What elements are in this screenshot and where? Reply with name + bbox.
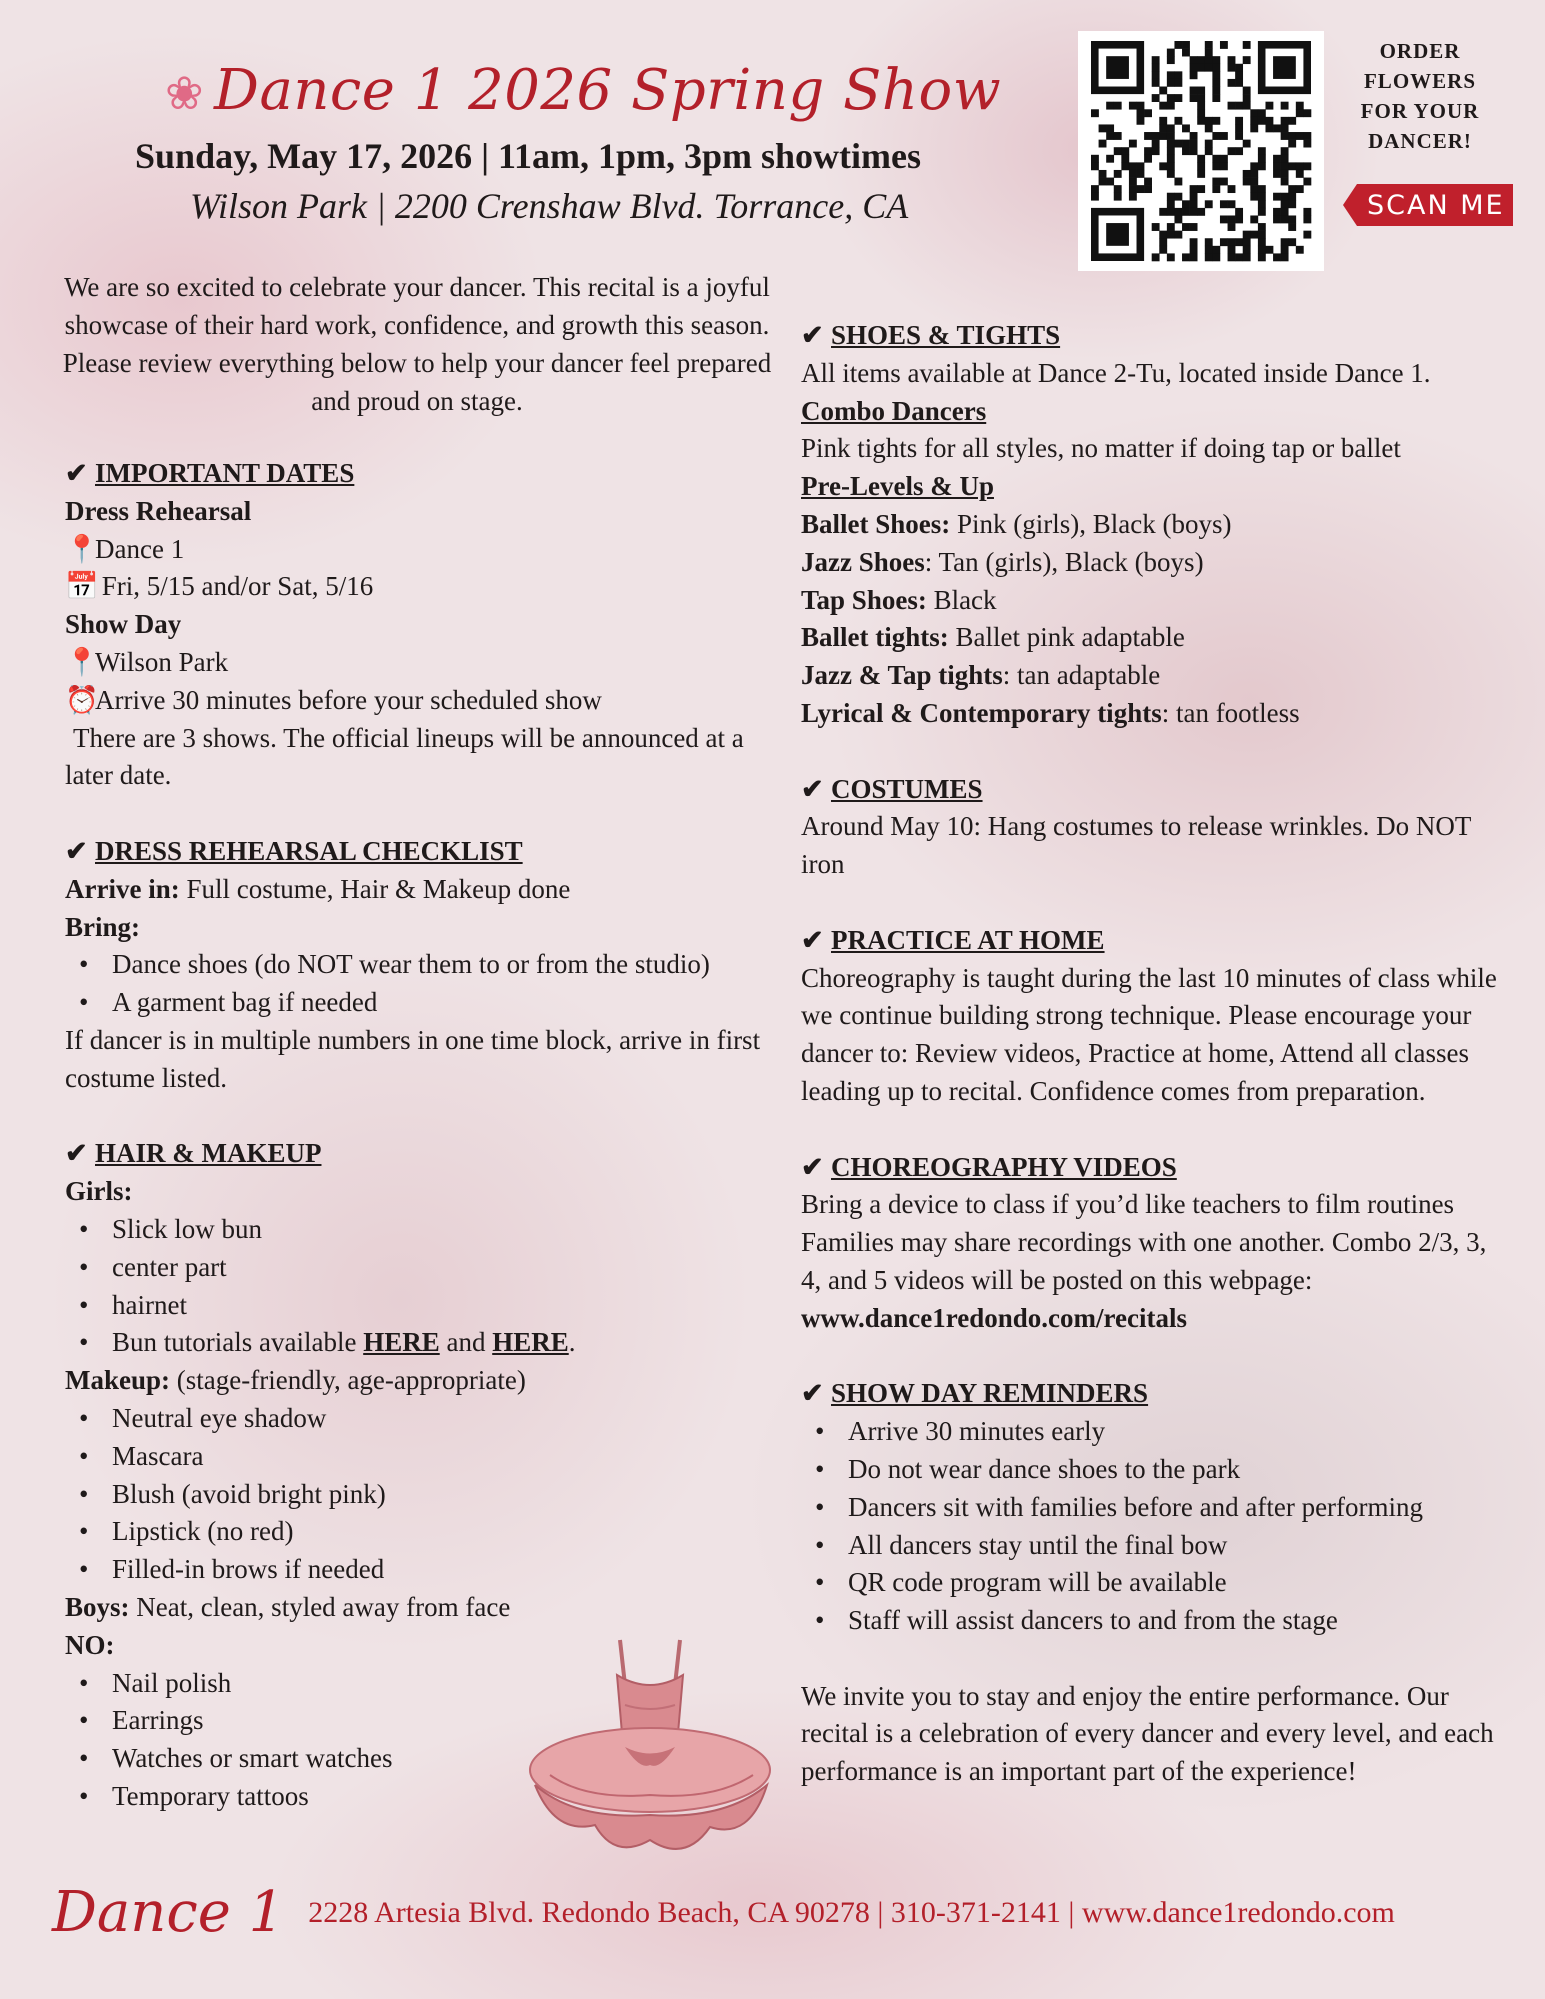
section-heading-practice (801, 922, 1521, 960)
list-item: • All dancers stay until the final bow (801, 1527, 1521, 1565)
checkmark-icon: ✔ (801, 924, 824, 955)
heading-text: PRACTICE AT HOME (831, 924, 1105, 955)
order-line: ORDER (1379, 39, 1461, 63)
shoes-row (801, 506, 1521, 544)
section-heading-videos (801, 1149, 1521, 1187)
row-label: Ballet Shoes: (801, 508, 951, 539)
tutu-illustration (525, 1635, 775, 1875)
footer-address: 2228 Artesia Blvd. Redondo Beach, CA 90278 | 310-371-2141 | www.dance1redondo.com (308, 1895, 1395, 1929)
checkmark-icon: ✔ (801, 1378, 824, 1409)
list-item: • Watches or smart watches (65, 1740, 785, 1778)
combo-dancers-label: Combo Dancers (801, 395, 987, 426)
shoes-row (801, 544, 1521, 582)
checkmark-icon: ✔ (65, 1138, 88, 1169)
qr-code-image (1078, 31, 1324, 271)
pin-icon: 📍 (65, 646, 99, 677)
list-item: • Mascara (65, 1438, 785, 1476)
row-value: : tan footless (1161, 697, 1300, 728)
show-day-label: Show Day (65, 609, 182, 640)
row-label: Jazz Shoes (801, 546, 925, 577)
list-item: • Arrive 30 minutes early (801, 1413, 1521, 1451)
arrive-in-row (65, 871, 785, 909)
place-text: Dance 1 (95, 533, 185, 564)
heading-text: COSTUMES (831, 773, 983, 804)
tutorial-end: . (568, 1327, 576, 1358)
row-value: : tan adaptable (1002, 660, 1161, 691)
practice-text: Choreography is taught during the last 10 minutes of class while we continue building strong technique. Please encourage your dancer to: Review videos, Practice at home, Attend all classes leading up to recital. Confidence comes from preparation. (801, 962, 1497, 1106)
bun-tutorials-item (65, 1324, 785, 1362)
order-line: FOR YOUR (1360, 99, 1480, 123)
row-label: Ballet tights: (801, 622, 949, 653)
qr-code[interactable] (1078, 31, 1324, 271)
list-item: • A garment bag if needed (65, 984, 785, 1022)
order-flowers-label (1345, 36, 1495, 156)
section-heading-important-dates (65, 455, 785, 493)
dress-rehearsal-place (65, 531, 785, 569)
list-item: • Slick low bun (65, 1211, 785, 1249)
list-item: • Lipstick (no red) (65, 1513, 785, 1551)
list-item: • Staff will assist dancers to and from the stage (801, 1602, 1521, 1640)
alarm-clock-icon: ⏰ (65, 684, 99, 715)
dress-checklist-note: If dancer is in multiple numbers in one time block, arrive in first costume listed. (65, 1024, 761, 1093)
list-item: • hairnet (65, 1287, 785, 1325)
list-item: • QR code program will be available (801, 1564, 1521, 1602)
left-column (65, 455, 785, 1816)
footer (52, 1880, 1395, 1945)
show-day-place (65, 644, 785, 682)
title-text: Dance 1 2026 Spring Show (214, 58, 1002, 123)
row-label: Jazz & Tap tights (801, 660, 1003, 691)
boys-value: Neat, clean, styled away from face (136, 1591, 511, 1622)
right-column (801, 317, 1521, 1791)
intro-paragraph: We are so excited to celebrate your dancer. This recital is a joyful showcase of their hard work, confidence, and growth this season. Please review everything below to help your dancer feel prepared and proud on stage. (62, 272, 772, 416)
shoes-row (801, 695, 1521, 733)
list-item: • center part (65, 1249, 785, 1287)
heading-text: HAIR & MAKEUP (95, 1138, 322, 1169)
date-line: Sunday, May 17, 2026 | 11am, 1pm, 3pm showtimes (135, 136, 922, 176)
page-title (165, 58, 1001, 123)
section-heading-costumes (801, 771, 1521, 809)
scan-me-text: SCAN ME (1367, 190, 1505, 221)
list-item: • Blush (avoid bright pink) (65, 1476, 785, 1514)
closing-paragraph: We invite you to stay and enjoy the entire performance. Our recital is a celebration of every dancer and every level, and each performance is an important part of the experience! (801, 1680, 1494, 1787)
girls-label: Girls: (65, 1176, 133, 1207)
row-value: : Tan (girls), Black (boys) (924, 546, 1204, 577)
arrive-value: Full costume, Hair & Makeup done (186, 873, 571, 904)
location-line: Wilson Park | 2200 Crenshaw Blvd. Torrance, CA (190, 186, 909, 226)
list-item: • Neutral eye shadow (65, 1400, 785, 1438)
section-heading-reminders (801, 1375, 1521, 1413)
tutorial-link-1[interactable]: HERE (363, 1327, 440, 1358)
boys-label: Boys: (65, 1591, 130, 1622)
scan-me-banner (1343, 184, 1513, 226)
dress-rehearsal-dates (65, 568, 785, 606)
cherry-blossom-icon: ❀ (165, 66, 205, 120)
order-line: FLOWERS (1363, 69, 1477, 93)
pre-levels-label: Pre-Levels & Up (801, 471, 994, 502)
list-item: • Earrings (65, 1702, 785, 1740)
list-item: • Dance shoes (do NOT wear them to or from the studio) (65, 946, 785, 984)
pin-icon: 📍 (65, 533, 99, 564)
checkmark-icon: ✔ (65, 458, 88, 488)
heading-text: DRESS REHEARSAL CHECKLIST (95, 835, 523, 866)
videos-text: Bring a device to class if you’d like teachers to film routines Families may share recordings with one another. Combo 2/3, 3, 4, and 5 videos will be posted on this webpage: (801, 1189, 1487, 1295)
heading-text: SHOW DAY REMINDERS (831, 1378, 1149, 1409)
show-day-arrive (65, 682, 785, 720)
tutorial-link-2[interactable]: HERE (492, 1327, 569, 1358)
shoes-row (801, 619, 1521, 657)
costumes-text: Around May 10: Hang costumes to release wrinkles. Do NOT iron (801, 811, 1471, 880)
tutu-icon (525, 1635, 775, 1875)
makeup-row (65, 1362, 785, 1400)
tutorial-text: Bun tutorials available (112, 1327, 357, 1358)
section-heading-dress-checklist (65, 833, 785, 871)
recitals-url[interactable]: www.dance1redondo.com/recitals (801, 1302, 1187, 1333)
list-item: • Dancers sit with families before and after performing (801, 1489, 1521, 1527)
heading-text: IMPORTANT DATES (95, 458, 355, 488)
arrive-text: Arrive 30 minutes before your scheduled show (95, 684, 602, 715)
shoes-row (801, 657, 1521, 695)
bring-label: Bring: (65, 911, 141, 942)
shoes-row (801, 582, 1521, 620)
list-item: • Filled-in brows if needed (65, 1551, 785, 1589)
list-item: • Do not wear dance shoes to the park (801, 1451, 1521, 1489)
makeup-label: Makeup: (65, 1365, 171, 1396)
place-text: Wilson Park (95, 646, 229, 677)
shoes-intro: All items available at Dance 2-Tu, located inside Dance 1. (801, 357, 1431, 388)
section-heading-hair-makeup (65, 1135, 785, 1173)
tutorial-and: and (446, 1327, 486, 1358)
no-label: NO: (65, 1629, 115, 1660)
combo-dancers-text: Pink tights for all styles, no matter if doing tap or ballet (801, 433, 1401, 464)
checkmark-icon: ✔ (65, 835, 88, 866)
checkmark-icon: ✔ (801, 320, 824, 350)
arrive-label: Arrive in: (65, 873, 180, 904)
checkmark-icon: ✔ (801, 773, 824, 804)
row-value: Black (933, 584, 997, 615)
show-day-note: There are 3 shows. The official lineups will be announced at a later date. (65, 722, 744, 791)
makeup-value: (stage-friendly, age-appropriate) (176, 1365, 526, 1396)
calendar-icon: 📅 (65, 571, 99, 602)
list-item: • Nail polish (65, 1665, 785, 1703)
row-label: Lyrical & Contemporary tights (801, 697, 1162, 728)
heading-text: CHOREOGRAPHY VIDEOS (831, 1151, 1177, 1182)
boys-row (65, 1589, 785, 1627)
row-value: Pink (girls), Black (boys) (957, 508, 1232, 539)
row-label: Tap Shoes: (801, 584, 927, 615)
order-line: DANCER! (1368, 129, 1472, 153)
heading-text: SHOES & TIGHTS (831, 320, 1061, 350)
list-item: • Temporary tattoos (65, 1778, 785, 1816)
section-heading-shoes-tights (801, 317, 1521, 355)
checkmark-icon: ✔ (801, 1151, 824, 1182)
dress-rehearsal-label: Dress Rehearsal (65, 495, 252, 526)
dates-text: Fri, 5/15 and/or Sat, 5/16 (101, 571, 374, 602)
footer-brand: Dance 1 (52, 1880, 285, 1945)
row-value: Ballet pink adaptable (955, 622, 1185, 653)
